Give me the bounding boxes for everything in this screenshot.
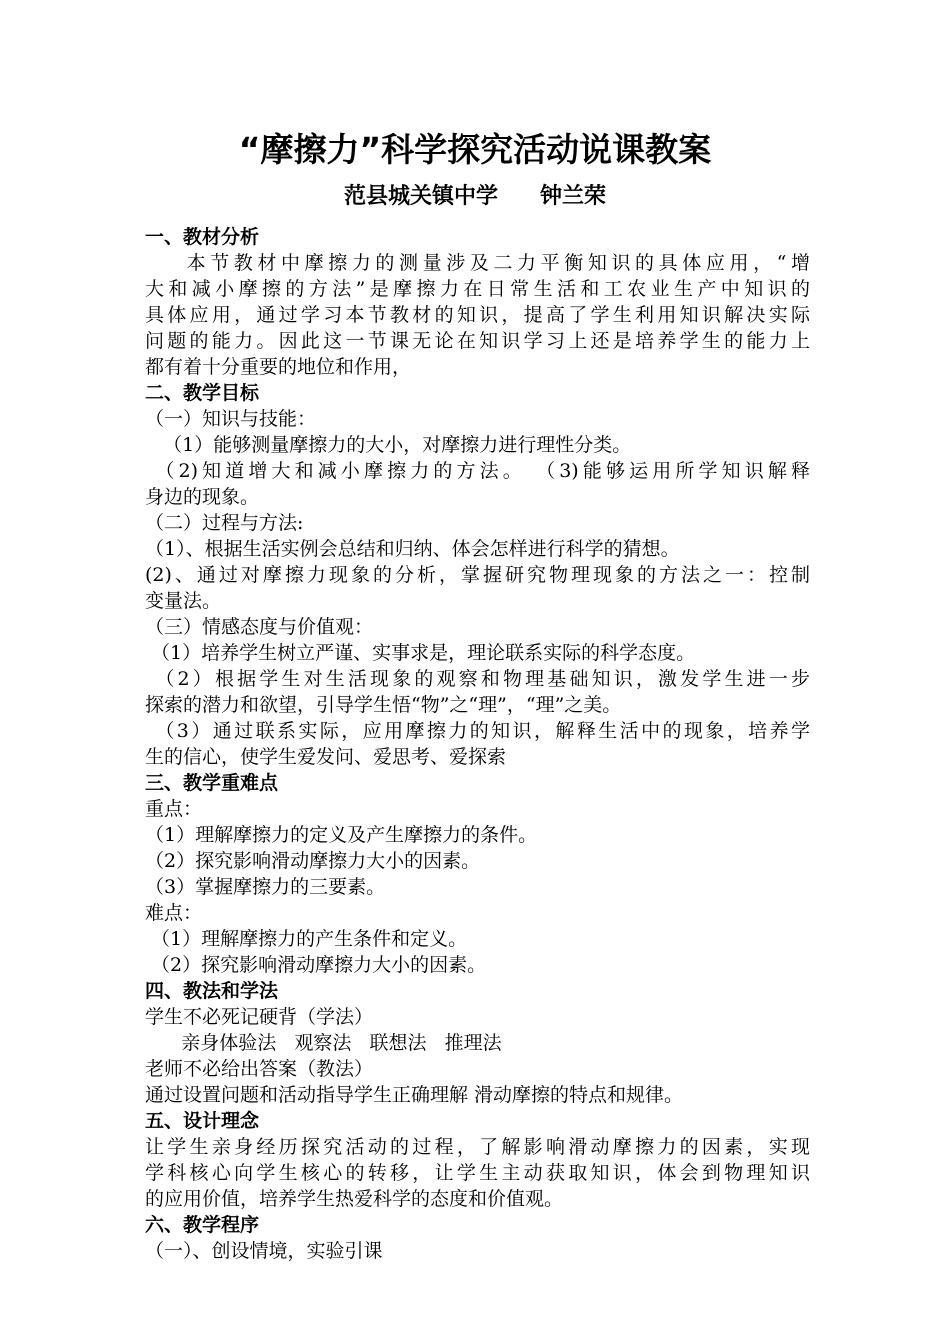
- body-text-line: 难点：: [145, 902, 203, 924]
- document-body: [145, 224, 810, 1264]
- body-text-line: 探索的潜力和欲望，引导学生悟“物”之“理”，“理”之美。: [145, 694, 622, 716]
- section-heading: 二、教学目标: [145, 382, 260, 404]
- body-text-line: 变量法。: [145, 590, 222, 612]
- author-school: 范县城关镇中学: [343, 184, 498, 209]
- section-heading: 四、教法和学法: [145, 980, 279, 1002]
- body-text-line: 具体应用，通过学习本节教材的知识，提高了学生利用知识解决实际: [145, 304, 810, 326]
- section-heading: 三、教学重难点: [145, 772, 279, 794]
- body-text-line: 都有着十分重要的地位和作用，: [145, 356, 412, 378]
- section-heading: 五、设计理念: [145, 1110, 260, 1132]
- body-text-line: （2）探究影响滑动摩擦力大小的因素。: [145, 850, 481, 872]
- body-text-line: （3）掌握摩擦力的三要素。: [145, 876, 386, 898]
- body-text-line: 大和减小摩擦的方法”是摩擦力在日常生活和工农业生产中知识的: [145, 278, 810, 300]
- body-text-line: (2)、通过对摩擦力现象的分析，掌握研究物理现象的方法之一：控制: [145, 564, 810, 586]
- body-text-line: （二）过程与方法:: [145, 512, 304, 534]
- body-text-line: （1）理解摩擦力的产生条件和定义。: [145, 928, 468, 950]
- body-text-line: 问题的能力。因此这一节课无论在知识学习上还是培养学生的能力上: [145, 330, 810, 352]
- body-text-line: （1）能够测量摩擦力的大小，对摩擦力进行理性分类。: [145, 434, 632, 456]
- document-author: [0, 181, 950, 213]
- body-text-line: （1）、根据生活实例会总结和归纳、体会怎样进行科学的猜想。: [145, 538, 680, 560]
- body-text-line: （2）根据学生对生活现象的观察和物理基础知识，激发学生进一步: [155, 668, 810, 690]
- body-text-line: （三）情感态度与价值观：: [145, 616, 374, 638]
- body-text-line: 重点：: [145, 798, 203, 820]
- body-text-line: （一）、创设情境，实验引课: [145, 1240, 383, 1262]
- body-text-line: 老师不必给出答案（教法）: [145, 1058, 374, 1080]
- body-text-line: 学科核心向学生核心的转移，让学生主动获取知识，体会到物理知识: [145, 1162, 810, 1184]
- body-text-line: 通过设置问题和活动指导学生正确理解 滑动摩擦的特点和规律。: [145, 1084, 684, 1106]
- body-text-line: （1）培养学生树立严谨、实事求是，理论联系实际的科学态度。: [145, 642, 696, 664]
- author-name: 钟兰荣: [540, 184, 607, 209]
- body-text-line: 让学生亲身经历探究活动的过程，了解影响滑动摩擦力的因素，实现: [145, 1136, 810, 1158]
- body-text-line: （3）通过联系实际，应用摩擦力的知识，解释生活中的现象，培养学: [155, 720, 810, 742]
- body-text-line: （1）理解摩擦力的定义及产生摩擦力的条件。: [145, 824, 538, 846]
- body-text-line: （一）知识与技能：: [145, 408, 317, 430]
- body-text-line: 身边的现象。: [145, 486, 260, 508]
- body-text-line: 学生不必死记硬背（学法）: [145, 1006, 374, 1028]
- section-heading: 一、教材分析: [145, 226, 260, 248]
- body-text-line: （2）探究影响滑动摩擦力大小的因素。: [145, 954, 487, 976]
- section-heading: 六、教学程序: [145, 1214, 260, 1236]
- body-text-line: 的应用价值，培养学生热爱科学的态度和价值观。: [145, 1188, 564, 1210]
- body-text-line: 生的信心，使学生爱发问、爱思考、爱探索: [145, 746, 507, 768]
- document-title: “摩擦力”科学探究活动说课教案: [238, 130, 712, 169]
- body-text-line: 亲身体验法 观察法 联想法 推理法: [145, 1032, 502, 1054]
- body-text-line: （2)知道增大和减小摩擦力的方法。 （3)能够运用所学知识解释: [155, 460, 810, 482]
- body-text-line: 本节教材中摩擦力的测量涉及二力平衡知识的具体应用，“增: [186, 252, 810, 274]
